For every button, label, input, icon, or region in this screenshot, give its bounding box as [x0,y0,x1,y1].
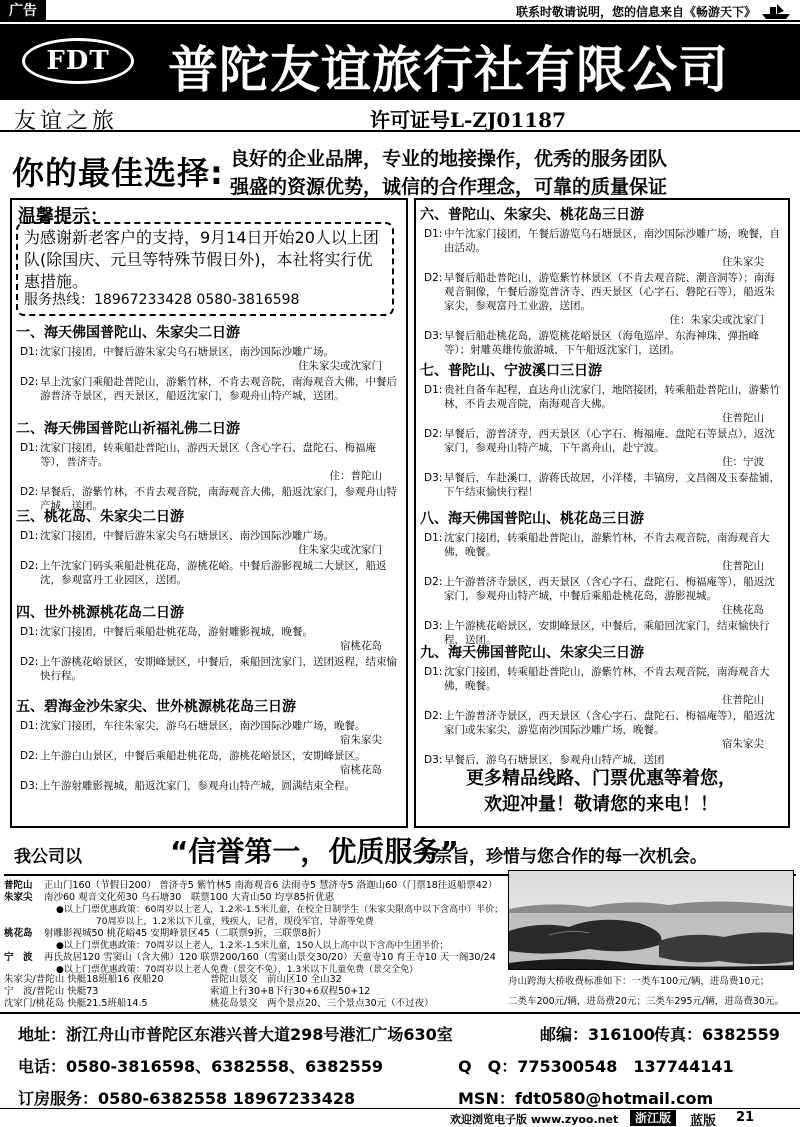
price-place: 朱家尖 [4,892,33,903]
top-strip [0,0,800,22]
route-title: 九、海天佛国普陀山、朱家尖三日游 [420,645,644,661]
promo-line-2: 欢迎冲量！敬请您的来电！！ [484,794,718,815]
price-text: 南沙60 观音文化苑30 乌石塘30 联票100 大青山50 均享85折优惠 [44,892,335,903]
price-text: 射雕影视城50 桃花峪45 安期峰景区45（二联票9折，三联票8折） [44,928,327,939]
grid-row [4,998,504,1010]
day-text: 上午沈家门码头乘船赴桃花岛，游桃花峪。中餐后游影视城二大景区，船返沈，参观富丹工业园区，送团。 [40,560,387,586]
slogan-prefix: 我公司以 [14,847,82,867]
day-text: 上午游普济寺景区，西天景区（含心字石、盘陀石、梅福庵等），船返沈家门，参观舟山特产城，中餐后乘船赴桃花岛，游影视城。 [444,576,775,602]
price-note: ●以上门票优惠政策：60周岁以上老人，1.2米-1.5米儿童，在校全日制学生（朱家尖限高中以下含高中）半价； [56,905,504,915]
day-label: D3: [424,754,443,766]
grid-row [4,974,504,986]
company-tagline: 友谊之旅 [14,109,119,134]
route-day [16,779,402,793]
day-text: 早餐后船赴桃花岛，游览桃花峪景区（海龟巡岸、东海神珠、弹指峰等）；射雕英雄传旅游城，下午船返沈家门，送团。 [444,330,759,356]
day-label: D2: [424,710,443,722]
day-label: D1: [424,228,443,240]
route-5 [16,696,402,795]
ad-label: 广告 [0,0,46,22]
day-stay: 宿桃花岛 [340,764,382,776]
day-label: D1: [20,530,39,542]
grid-left: 宁 波/普陀山 快艇73 [4,986,99,997]
boat-icon [760,2,792,20]
day-stay: 宿桃花岛 [340,640,382,652]
route-title: 二、海天佛国普陀山祈福礼佛二日游 [16,421,240,437]
phone: 电话：0580-3816598、6382558、6382559 [18,1057,383,1076]
day-stay: 住普陀山 [722,560,764,572]
license-number: 许可证号L-ZJ01187 [370,108,567,132]
day-label: D3: [424,330,443,342]
company-logo: FDT [22,38,134,84]
day-text: 早餐后，游乌石塘景区，参观舟山特产城，送团 [444,754,665,766]
day-text: 上午游桃花峪景区，安期峰景区，中餐后，乘船回沈家门，送团返程，结束愉快行程。 [40,656,397,682]
postcode: 邮编：316100 [540,1025,655,1044]
day-label: D1: [424,384,443,396]
day-label: D2: [424,272,443,284]
fax: 传真：6382559 [654,1025,780,1044]
route-1 [16,322,402,405]
route-day [420,753,784,767]
grid-row [4,986,504,998]
day-text: 沈家门接团，中餐后游朱家尖乌石塘景区，南沙国际沙雕广场。 [40,346,334,358]
banner-title: 你的最佳选择: [12,154,224,192]
route-8 [420,508,784,649]
price-row-ningbo [4,952,496,964]
day-stay: 宿朱家尖 [340,734,382,746]
day-text: 沈家门接团，车往朱家尖，游乌石塘景区，南沙国际沙雕广场，晚餐。 [40,720,366,732]
edition-tag: 浙江版 [630,1110,676,1126]
day-stay: 住朱家尖或沈家门 [298,360,382,372]
best-choice-banner [12,142,788,198]
booking-service: 订房服务：0580-6382558 18967233428 [18,1089,356,1108]
day-text: 中午沈家门接团，午餐后游览乌石塘景区，南沙国际沙雕广场，晚餐，自由活动。 [444,228,780,254]
slogan-suffix: 为宗旨，珍惜与您合作的每一次机会。 [418,847,707,867]
route-day [16,441,402,483]
day-label: D2: [20,656,39,668]
website-link[interactable]: 欢迎浏览电子版 www.zyoo.net [450,1113,619,1126]
price-row-putuo [4,880,497,892]
day-label: D1: [424,666,443,678]
source-notice: 联系时敬请说明，您的信息来自《畅游天下》 [515,5,756,19]
route-day [16,559,402,587]
route-4 [16,602,402,685]
contact-info [0,1012,800,1108]
grid-left: 沈家门/桃花岛 快艇21.5班船14.5 [4,998,148,1009]
route-title: 五、碧海金沙朱家尖、世外桃源桃花岛三日游 [16,699,296,715]
day-text: 沈家门接团，转乘船赴普陀山，游紫竹林，不肯去观音院，南海观音大佛，晚餐。 [444,666,770,692]
day-text: 贵社自备车起程，直达舟山沈家门，地陪接团，转乘船赴普陀山，游紫竹林，不肯去观音院，南海观音大佛。 [444,384,780,410]
promo-callout [426,766,776,818]
page-number: 21 [736,1110,755,1125]
day-label: D3: [424,472,443,484]
grid-left: 朱家尖/普陀山 快艇18班船16 夜船20 [4,974,164,985]
day-text: 沈家门接团，转乘船赴普陀山，游西天景区（含心字石、盘陀石、梅福庵等），普济寺。 [40,442,376,468]
price-text: 正山门160（节假日200） 普济寺5 紫竹林5 南海观音6 法雨寺5 慧济寺5 洛迦山60（门票18往返船票42） [44,880,498,891]
msn-contact[interactable]: MSN：fdt0580@hotmail.com [458,1089,714,1108]
price-row-zhujia [4,892,334,904]
company-name: 普陀友谊旅行社有限公司 [168,40,729,99]
price-note: ●以上门票优惠政策：70周岁以上老人免费（景交不免），1.3米以下儿童免费（景交全免） [56,965,419,975]
day-label: D1: [20,626,39,638]
route-day [420,575,784,617]
route-day [16,529,402,557]
page-footer [0,1108,800,1127]
warm-notice-text: 为感谢新老客户的支持，9月14日开始20人以上团队(除国庆、元旦等特殊节假日外)，本社将实行优惠措施。 [24,228,379,291]
price-place: 桃花岛 [4,928,33,939]
day-label: D3: [20,780,39,792]
day-text: 上午游普济寺景区，西天景区（含心字石、盘陀石、梅福庵等），船返沈家门或朱家尖，游览南沙国际沙雕广场，晚餐。 [444,710,775,736]
route-title: 六、普陀山、朱家尖、桃花岛三日游 [420,207,644,223]
day-label: D2: [20,560,39,572]
day-text: 沈家门接团，转乘船赴普陀山，游紫竹林，不肯去观音院，南海观音大佛，晚餐。 [444,532,770,558]
warm-notice-box [16,222,394,316]
route-day [420,329,784,357]
route-6 [420,204,784,359]
day-stay: 住：朱家尖或沈家门 [669,314,764,326]
day-label: D2: [20,376,39,388]
day-text: 早餐后，游普济寺，西天景区（心字石、梅福庵、盘陀石等景点），返沈家门，参观舟山特产城，下午离舟山，赴宁波。 [444,428,775,454]
route-day [16,719,402,747]
day-text: 早餐后，车赴溪口，游蒋氏故居，小洋楼，丰镐房，文昌阁及玉泰盐铺，下午结束愉快行程！ [444,472,780,498]
route-day [420,531,784,573]
route-day [420,271,784,327]
price-note: 70周岁以上，1.2米以下儿童，残疾人，记者，现役军官，导游等免费 [96,917,374,927]
day-label: D2: [20,750,39,762]
day-stay: 住普陀山 [722,694,764,706]
day-stay: 住普陀山 [722,412,764,424]
price-note: ●以上门票优惠政策：70周岁以上老人，1.2米-1.5米儿童，150人以上高中以下含高中生团半价； [56,941,449,951]
day-label: D2: [424,576,443,588]
route-day [420,383,784,425]
day-label: D1: [20,442,39,454]
banner-line-1: 良好的企业品牌，专业的地接操作，优秀的服务团队 [230,148,668,170]
route-title: 三、桃花岛、朱家尖二日游 [16,509,184,525]
day-stay: 住：普陀山 [329,470,382,482]
day-label: D1: [20,720,39,732]
route-title: 八、海天佛国普陀山、桃花岛三日游 [420,511,644,527]
company-slogan [14,830,790,870]
bridge-fee-note [508,972,796,1012]
right-routes-panel [414,198,790,828]
island-landscape-image [509,871,794,970]
company-header [0,24,800,132]
left-routes-panel [10,198,408,828]
promo-line-1: 更多精品线路、门票优惠等着您， [466,768,736,789]
day-stay: 住桃花岛 [722,604,764,616]
grid-right: 索道上行30+8下行30+6双程50+12 [210,986,371,997]
day-text: 沈家门接团，中餐后乘船赴桃花岛，游射雕影视城，晚餐。 [40,626,313,638]
price-place: 普陀山 [4,880,33,891]
route-day [16,749,402,777]
route-day [420,471,784,499]
route-day [420,709,784,751]
day-stay: 住：宁波 [722,456,764,468]
price-text: 再氏故居120 雪窦山（含大佛）120 联票200/160（雪窦山景交30/20）天童寺10 育王寺10 天一阁30/24 [44,952,496,963]
route-title: 七、普陀山、宁波溪口三日游 [420,363,602,379]
route-day [420,227,784,269]
day-stay: 宿朱家尖 [722,738,764,750]
warm-notice-title: 温馨提示： [18,206,108,227]
route-3 [16,506,402,589]
transport-price-grid [4,974,504,1010]
edition-version: 蓝版 [690,1114,717,1127]
bridge-fee-line-1: 舟山跨海大桥收费标准如下：一类车100元/辆，进岛费10元； [508,976,770,987]
route-day [16,655,402,683]
route-day [16,625,402,653]
island-photo [508,870,794,970]
day-text: 上午游射雕影视城，船返沈家门，参观舟山特产城，圆满结束全程。 [40,780,355,792]
day-text: 沈家门接团，中餐后游朱家尖乌石塘景区、南沙国际沙雕广场。 [40,530,334,542]
route-day [16,345,402,373]
route-day [420,427,784,469]
day-label: D3: [424,620,443,632]
banner-line-2: 强盛的资源优势，诚信的合作理念，可靠的质量保证 [230,176,668,198]
slogan-motto: “信誉第一，优质服务” [170,835,459,868]
route-7 [420,360,784,501]
day-label: D2: [424,428,443,440]
route-day [16,375,402,403]
route-title: 四、世外桃源桃花岛二日游 [16,605,184,621]
route-9 [420,642,784,769]
day-text: 上午游桃花峪景区，安期峰景区，中餐后，乘船回沈家门，结束愉快行程，送团。 [444,620,770,646]
price-row-taohua [4,928,326,940]
service-hotline: 服务热线：18967233428 0580-3816598 [24,292,300,308]
bridge-fee-line-2: 二类车200元/辆，进岛费20元；三类车295元/辆，进岛费30元。 [508,996,784,1007]
route-2 [16,418,402,515]
day-stay: 住朱家尖或沈家门 [298,544,382,556]
day-text: 早餐后船赴普陀山，游览紫竹林景区（不肯去观音院、潮音洞等）；南海观音铜像，午餐后游览普济寺、西天景区（心字石、磐陀石等），船返朱家尖，参观富丹工业游，送团。 [444,272,775,312]
address: 地址：浙江舟山市普陀区东港兴普大道298号港汇广场630室 [18,1025,453,1044]
day-stay: 住朱家尖 [722,256,764,268]
day-label: D2: [20,486,39,498]
day-label: D1: [424,532,443,544]
day-text: 早上沈家门乘船赴普陀山，游紫竹林，不肯去观音院，南海观音大佛，中餐后游普济寺景区，西天景区，船返沈家门，参观舟山特产城，送团。 [40,376,397,402]
day-text: 早餐后，游紫竹林，不肯去观音院，南海观音大佛，船返沈家门，参观舟山特产城，送团。 [40,486,397,512]
grid-right: 普陀山景交 前山区10 全山32 [210,974,342,985]
route-day [420,665,784,707]
day-label: D1: [20,346,39,358]
grid-right: 桃花岛景交 两个景点20、三个景点30元（不过夜） [210,998,434,1009]
qq-contact[interactable]: Q Q：775300548 137744141 [458,1057,734,1076]
day-text: 上午游白山景区，中餐后乘船赴桃花岛，游桃花峪景区，安期峰景区。 [40,750,366,762]
price-place: 宁 波 [4,952,33,963]
route-title: 一、海天佛国普陀山、朱家尖二日游 [16,325,240,341]
